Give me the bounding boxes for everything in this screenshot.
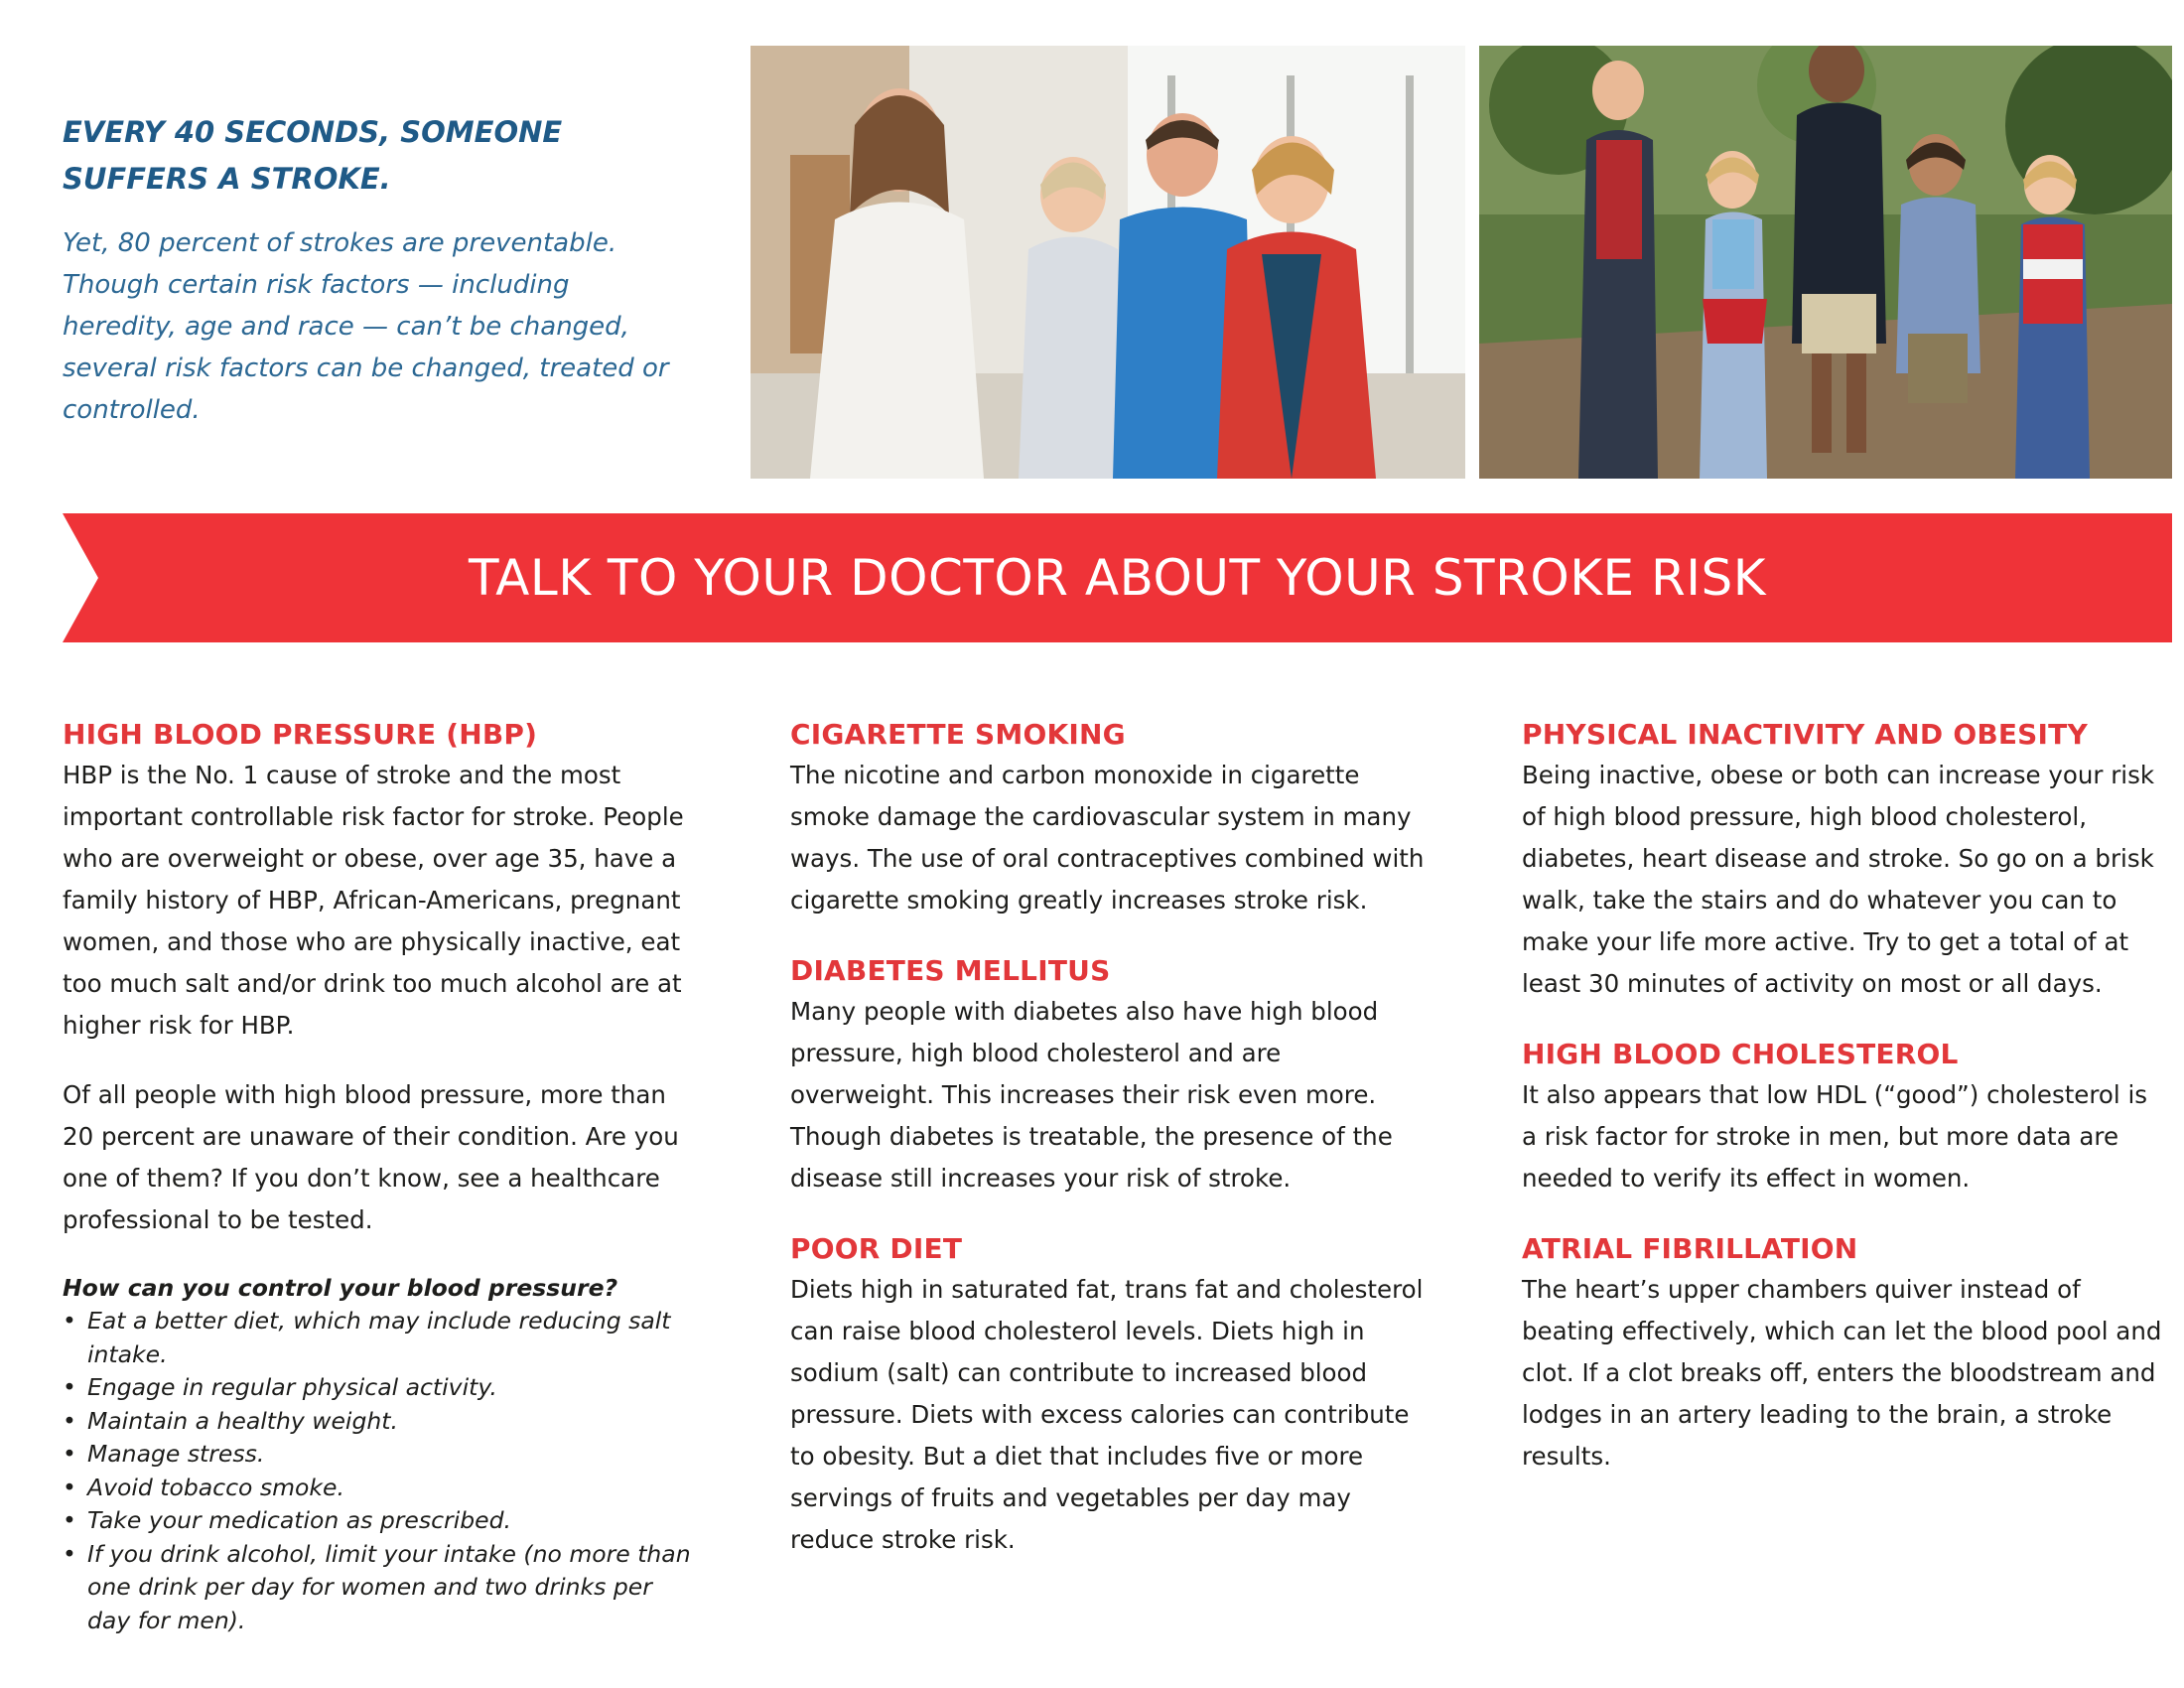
list-item: • Manage stress. [63,1438,698,1472]
afib-heading: ATRIAL FIBRILLATION [1522,1232,1858,1265]
diet-heading: POOR DIET [790,1232,963,1265]
list-item: • Take your medication as prescribed. [63,1504,698,1538]
intro-headline: EVERY 40 SECONDS, SOMEONE SUFFERS A STROKE. [63,115,563,196]
list-item: • Maintain a healthy weight. [63,1405,698,1439]
list-item: • Eat a better diet, which may include reducing salt intake. [63,1305,698,1371]
banner-title: TALK TO YOUR DOCTOR ABOUT YOUR STROKE RISK [469,549,1766,607]
hbp-paragraph-1: HBP is the No. 1 cause of stroke and the most important controllable risk factor for stroke. People who are overweight or obese, over age 35, have a family history of HBP, African-Americans, pregnant women, and those who are physically inactive, eat too much salt and/or drink too much alcohol are at higher risk for HBP. [63,761,684,1040]
intro-body: Yet, 80 percent of strokes are preventable. Though certain risk factors — including heredity, age and race — can’t be changed, several risk factors can be changed, treated or controlled. [63,228,669,425]
doctor-family-photo [751,46,1465,479]
family-walking-photo [1479,46,2172,479]
inactivity-body: Being inactive, obese or both can increase your risk of high blood pressure, high blood cholesterol, diabetes, heart disease and stroke. So go on a brisk walk, take the stairs and do whatever you can to make your life more active. Try to get a total of at least 30 minutes of activity on most or all days. [1522,761,2155,998]
headline-banner [63,513,2172,642]
smoking-heading: CIGARETTE SMOKING [790,718,1126,751]
list-item: • If you drink alcohol, limit your intake (no more than one drink per day for women and two drinks per day for men). [63,1538,698,1638]
inactivity-heading: PHYSICAL INACTIVITY AND OBESITY [1522,718,2088,751]
hbp-heading: HIGH BLOOD PRESSURE (HBP) [63,718,538,751]
diet-body: Diets high in saturated fat, trans fat and cholesterol can raise blood cholesterol levels. Diets high in sodium (salt) can contribute to increased blood pressure. Diets with excess calories can contribute to obesity. But a diet that includes five or more servings of fruits and vegetables per day may reduce stroke risk. [790,1275,1424,1554]
list-item: • Avoid tobacco smoke. [63,1472,698,1505]
control-question: How can you control your blood pressure? [63,1274,618,1302]
control-tips-list [63,1305,698,1637]
cholesterol-heading: HIGH BLOOD CHOLESTEROL [1522,1038,1959,1070]
smoking-body: The nicotine and carbon monoxide in cigarette smoke damage the cardiovascular system in many ways. The use of oral contraceptives combined with cigarette smoking greatly increases stroke risk. [790,761,1425,914]
afib-body: The heart’s upper chambers quiver instead of beating effectively, which can let the blood pool and clot. If a clot breaks off, enters the bloodstream and lodges in an artery leading to the brain, a stroke results. [1522,1275,2162,1471]
diabetes-body: Many people with diabetes also have high blood pressure, high blood cholesterol and are overweight. This increases their risk even more. Though diabetes is treatable, the presence of the disease still increases your risk of stroke. [790,997,1393,1193]
column-right [1522,715,2167,1477]
column-high-blood-pressure [63,715,698,1637]
cholesterol-body: It also appears that low HDL (“good”) cholesterol is a risk factor for stroke in men, but more data are needed to verify its effect in women. [1522,1080,2148,1193]
intro-block [63,109,678,431]
hbp-paragraph-2: Of all people with high blood pressure, more than 20 percent are unaware of their condition. Are you one of them? If you don’t know, see a healthcare professional to be tested. [63,1080,679,1234]
column-middle [790,715,1426,1561]
list-item: • Engage in regular physical activity. [63,1371,698,1405]
diabetes-heading: DIABETES MELLITUS [790,954,1111,987]
